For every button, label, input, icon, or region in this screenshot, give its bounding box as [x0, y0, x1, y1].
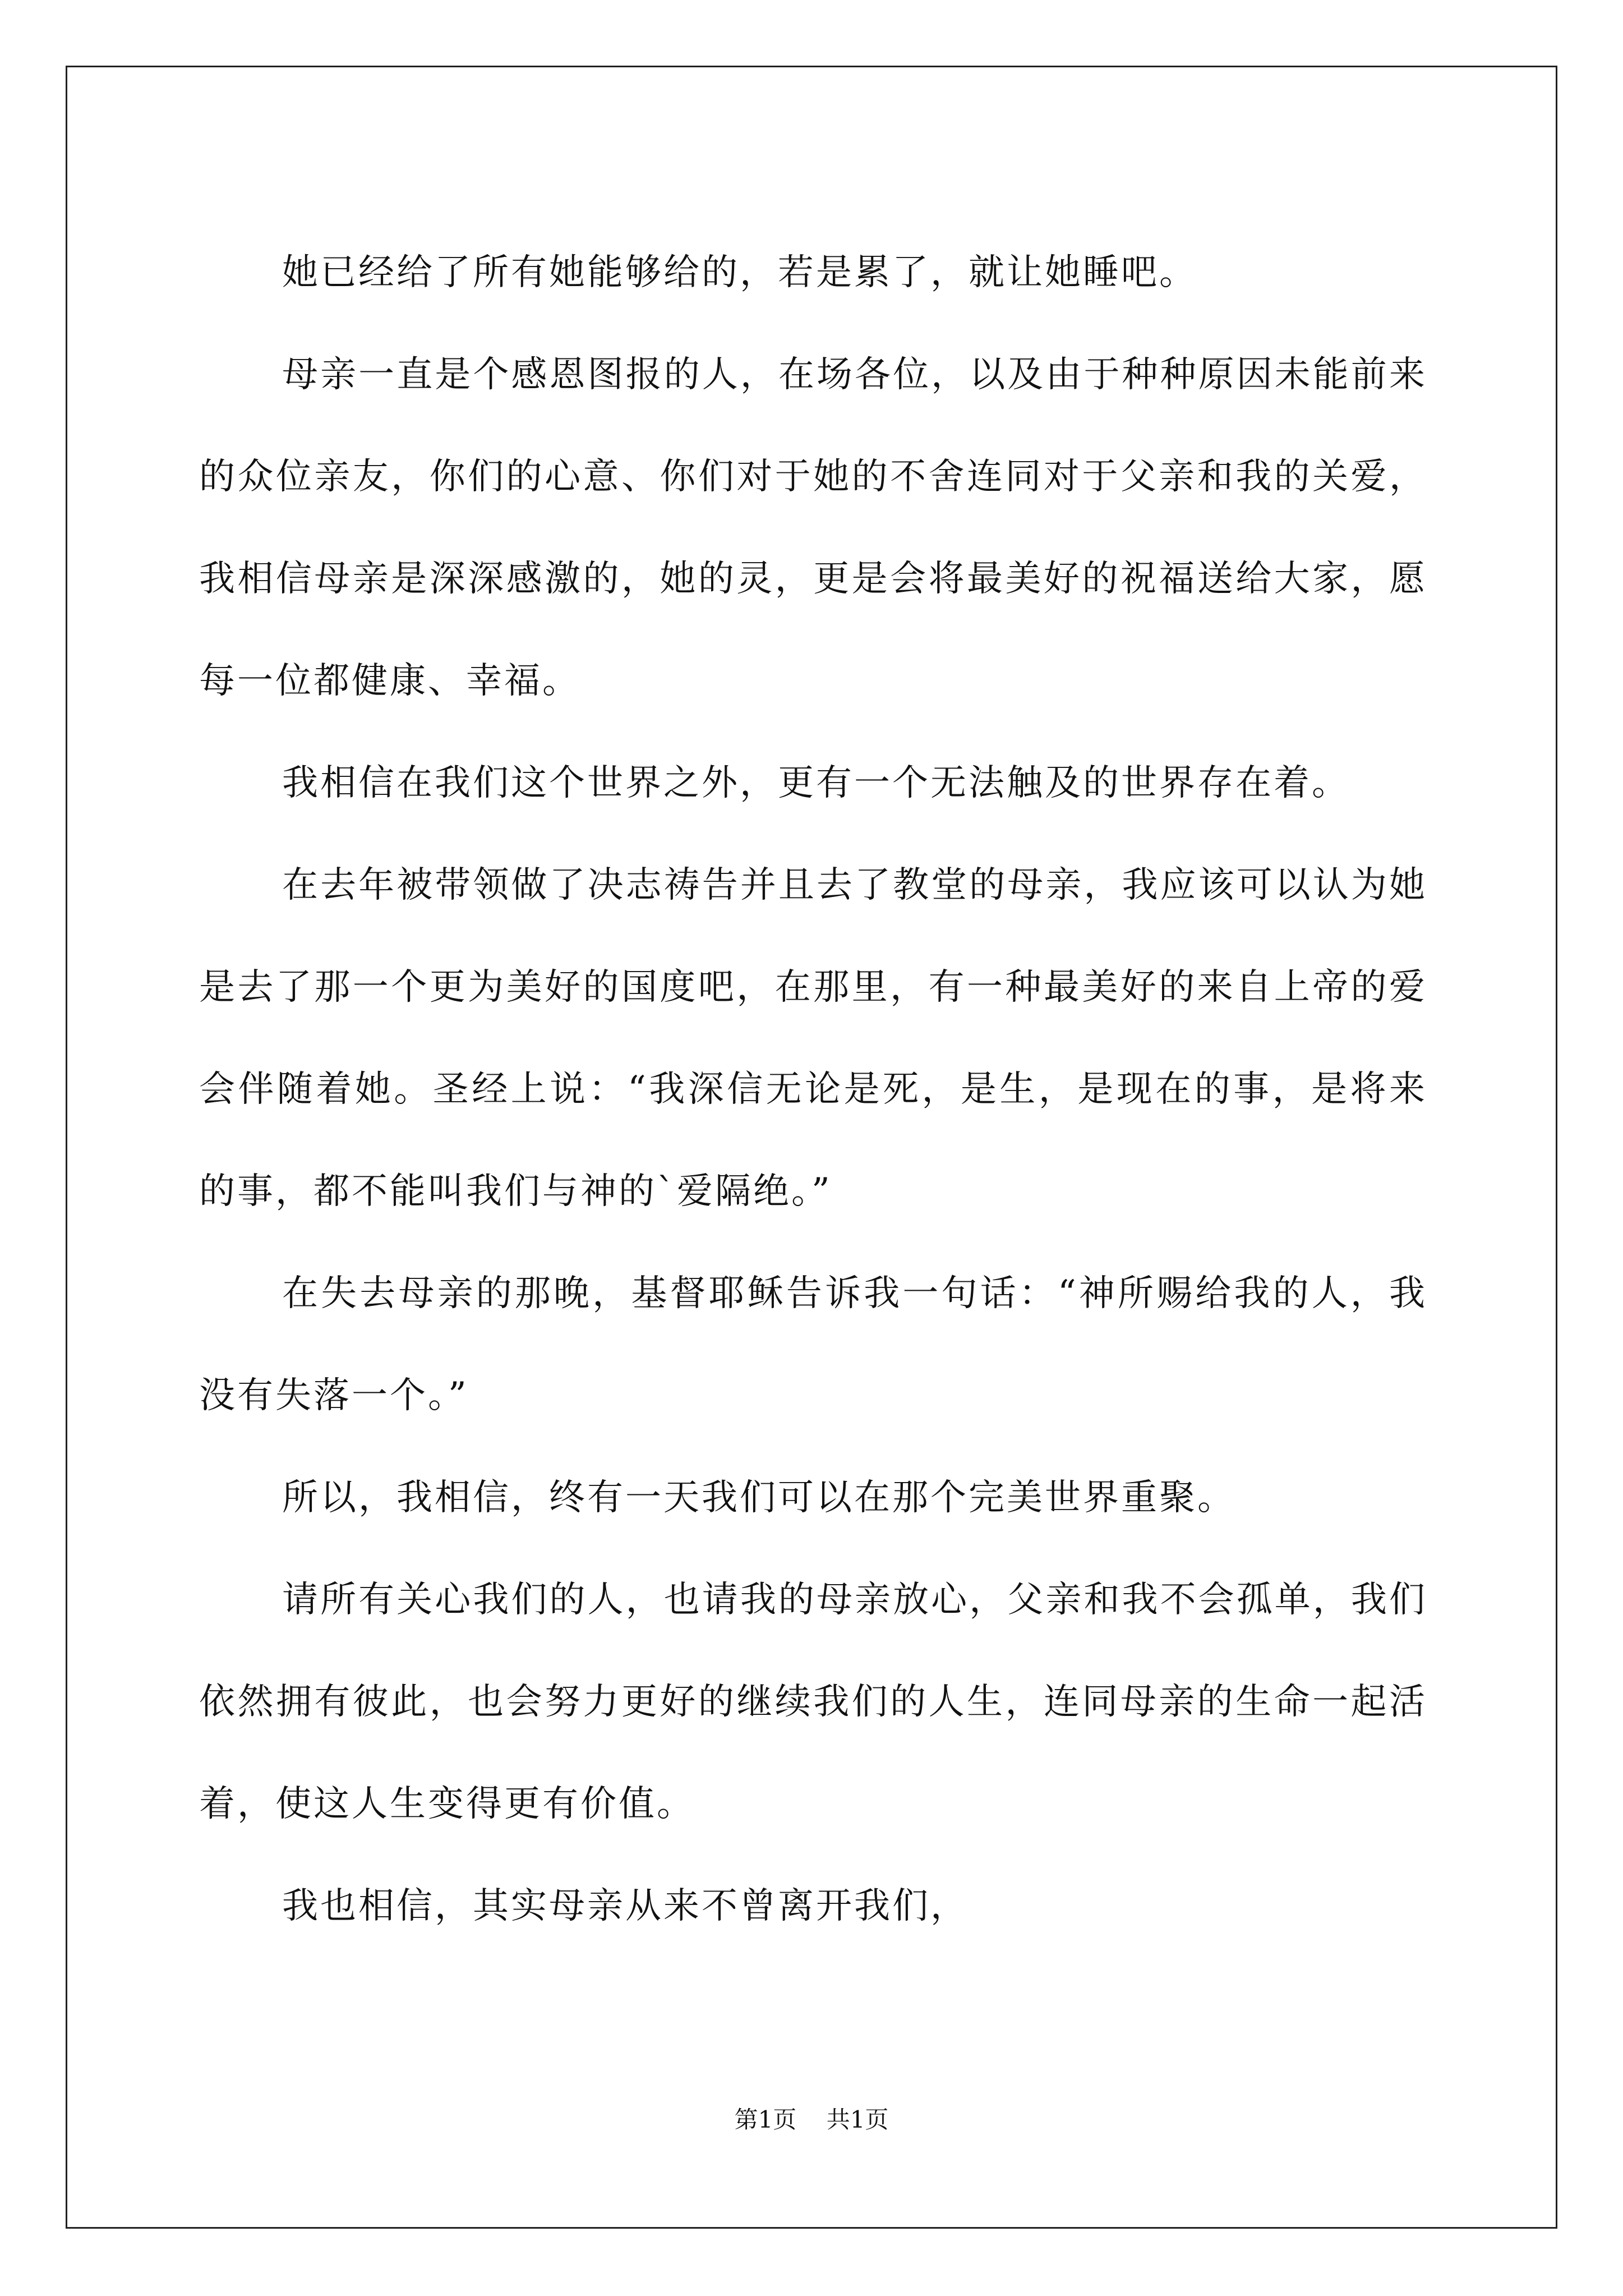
paragraph: 所以，我相信，终有一天我们可以在那个完美世界重聚。 — [282, 1477, 1235, 1519]
paragraph: 请所有关心我们的人，也请我的母亲放心，父亲和我不会孤单，我们依然拥有彼此，也会努力更好的继续我们的人生，连同母亲的生命一起活着，使这人生变得更有价值。 — [199, 1579, 1427, 1825]
paragraph: 在去年被带领做了决志祷告并且去了教堂的母亲，我应该可以认为她是去了那一个更为美好的国度吧，在那里，有一种最美好的来自上帝的爱会伴随着她。圣经上说：“我深信无论是死，是生，是现在的事，是将来的事，都不能叫我们与神的`爱隔绝。” — [199, 864, 1427, 1212]
paragraph: 我也相信，其实母亲从来不曾离开我们， — [282, 1885, 969, 1927]
document-body — [199, 222, 1427, 1957]
paragraph: 在失去母亲的那晚，基督耶稣告诉我一句话：“神所赐给我的人，我没有失落一个。” — [199, 1273, 1427, 1416]
page-footer — [0, 2104, 1623, 2136]
paragraph: 她已经给了所有她能够给的，若是累了，就让她睡吧。 — [282, 252, 1197, 293]
page-total: 共1页 — [826, 2106, 889, 2133]
paragraph: 母亲一直是个感恩图报的人，在场各位，以及由于种种原因未能前来的众位亲友，你们的心意、你们对于她的不舍连同对于父亲和我的关爱，我相信母亲是深深感激的，她的灵，更是会将最美好的祝福送给大家，愿每一位都健康、幸福。 — [199, 354, 1427, 702]
paragraph: 我相信在我们这个世界之外，更有一个无法触及的世界存在着。 — [282, 762, 1350, 804]
page-number: 第1页 — [734, 2106, 797, 2133]
